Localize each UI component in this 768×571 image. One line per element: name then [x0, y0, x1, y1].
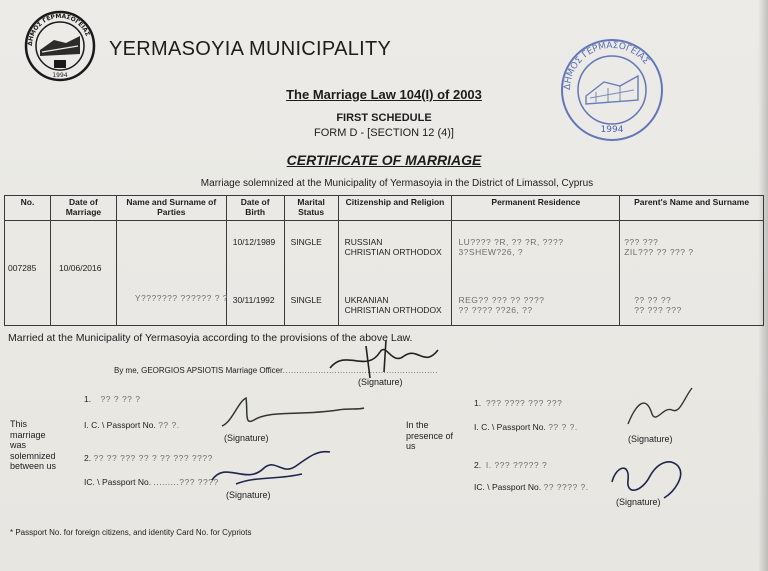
party2-signature-label: (Signature)	[226, 490, 271, 500]
left-seal-text: ΔΗΜΟΣ ΓΕΡΜΑΣΟΓΕΙΑΣ	[26, 12, 91, 47]
party1-passport-value: ?? ?.	[158, 420, 180, 430]
col-header-marital-status: Marital Status	[284, 196, 338, 221]
col-header-parents: Parent's Name and Surname	[620, 196, 764, 221]
left-seal-year: 1994	[52, 72, 68, 79]
party2-parents-line1: ?? ?? ??	[634, 295, 672, 305]
certificate-title: CERTIFICATE OF MARRIAGE	[286, 152, 482, 168]
officer-signature-icon	[326, 338, 446, 382]
cell-citizenship	[338, 221, 452, 326]
footnote: * Passport No. for foreign citizens, and identity Card No. for Cypriots	[10, 528, 252, 537]
marriage-officer-line: By me, GEORGIOS APSIOTIS Marriage Officer.........................................................	[114, 366, 438, 375]
witness2-row	[474, 460, 547, 470]
solemnized-label: This marriage was solemnized between us	[10, 419, 57, 471]
marriage-date: 10/06/2016	[58, 263, 102, 273]
officer-signature-label: (Signature)	[358, 377, 403, 387]
cell-parents	[620, 221, 764, 326]
party2-residence-line1: REG?? ??? ?? ????	[458, 295, 545, 305]
col-header-no: No.	[5, 196, 51, 221]
party1-residence-line1: LU???? ?R, ?? ?R, ????	[458, 237, 564, 247]
witness1-signature-icon	[622, 384, 702, 432]
right-stamp-year: 1994	[600, 125, 624, 135]
marriage-register-table	[4, 195, 764, 326]
witness1-name: ??? ???? ??? ???	[485, 398, 563, 408]
cell-status	[284, 221, 338, 326]
party2-citizenship: UKRANIAN	[344, 295, 389, 305]
party1-parents-line2: ZIL??? ?? ??? ?	[624, 247, 694, 257]
cell-residence	[452, 221, 620, 326]
married-statement: Married at the Municipality of Yermasoyia according to the provisions of the above Law.	[8, 332, 413, 344]
certificate-number: 007285	[8, 263, 37, 273]
witness2-passport-row	[474, 482, 589, 492]
party2-number: 2.	[84, 453, 92, 463]
right-stamp-text: ΔΗΜΟΣ ΓΕΡΜΑΣΟΓΕΙΑΣ	[562, 40, 651, 91]
party2-signature-icon	[206, 446, 336, 492]
witness1-passport-row	[474, 422, 578, 432]
party2-row	[84, 453, 213, 463]
party1-row	[84, 394, 141, 404]
party1-residence-line2: 3?SHEW?26, ?	[458, 247, 524, 257]
witness2-number: 2.	[474, 460, 482, 470]
party1-number: 1.	[84, 394, 92, 404]
witness1-row	[474, 398, 562, 408]
col-header-date-of-birth: Date of Birth	[226, 196, 284, 221]
cell-names	[116, 221, 229, 326]
municipality-title: YERMASOYIA MUNICIPALITY	[109, 38, 392, 60]
party2-parents-line2: ?? ??? ???	[634, 305, 682, 315]
witness1-passport-label: I. C. \ Passport No.	[474, 422, 546, 432]
col-header-date-of-marriage: Date of Marriage	[50, 196, 116, 221]
col-header-citizenship: Citizenship and Religion	[338, 196, 452, 221]
municipality-seal-icon	[24, 10, 96, 82]
party1-signature-icon	[218, 392, 368, 434]
witness1-passport-value: ?? ? ?.	[548, 422, 578, 432]
party-names: Y??????? ?????? ? ?	[134, 293, 229, 303]
witness2-passport-label: IC. \ Passport No.	[474, 482, 542, 492]
party1-religion: CHRISTIAN ORTHODOX	[344, 247, 442, 257]
party1-status: SINGLE	[290, 237, 322, 247]
page-edge-shadow	[758, 0, 768, 571]
witness2-passport-value: ?? ???? ?.	[543, 482, 589, 492]
party1-name: ?? ? ?? ?	[100, 394, 141, 404]
party1-citizenship: RUSSIAN	[344, 237, 383, 247]
witness1-number: 1.	[474, 398, 482, 408]
law-title: The Marriage Law 104(I) of 2003	[286, 87, 482, 102]
party2-religion: CHRISTIAN ORTHODOX	[344, 305, 442, 315]
table-header-row	[5, 196, 764, 221]
witness2-signature-label: (Signature)	[616, 497, 661, 507]
party2-passport-row: IC. \ Passport No. .........??? ????	[84, 477, 219, 487]
witness1-signature-label: (Signature)	[628, 434, 673, 444]
party1-parents-line1: ??? ???	[624, 237, 659, 247]
first-schedule: FIRST SCHEDULE	[336, 112, 432, 124]
party1-passport-row	[84, 420, 180, 430]
marriage-officer-text: By me, GEORGIOS APSIOTIS Marriage Officer	[114, 366, 283, 375]
col-header-residence: Permanent Residence	[452, 196, 620, 221]
party2-passport-value: ??? ????	[179, 477, 219, 487]
party2-dob: 30/11/1992	[232, 295, 275, 305]
solemnized-statement: Marriage solemnized at the Municipality of Yermasoyia in the District of Limassol, Cyprus	[200, 178, 594, 189]
table-row	[5, 221, 764, 326]
form-section: FORM D - [SECTION 12 (4)]	[314, 127, 454, 139]
party2-passport-label: IC. \ Passport No.	[84, 477, 152, 487]
presence-label: In the presence of us	[406, 420, 454, 451]
col-header-names: Name and Surname of Parties	[116, 196, 226, 221]
party2-status: SINGLE	[290, 295, 322, 305]
party2-name: ?? ?? ??? ?? ? ?? ??? ????	[93, 453, 213, 463]
cell-marriage-date	[50, 221, 116, 326]
cell-dob	[226, 221, 284, 326]
witness2-name: I. ??? ????? ?	[485, 460, 548, 470]
party1-passport-label: I. C. \ Passport No.	[84, 420, 156, 430]
party1-dob: 10/12/1989	[232, 237, 276, 247]
party1-signature-label: (Signature)	[224, 433, 269, 443]
party2-residence-line2: ?? ???? ??26, ??	[458, 305, 533, 315]
cell-number	[5, 221, 51, 326]
